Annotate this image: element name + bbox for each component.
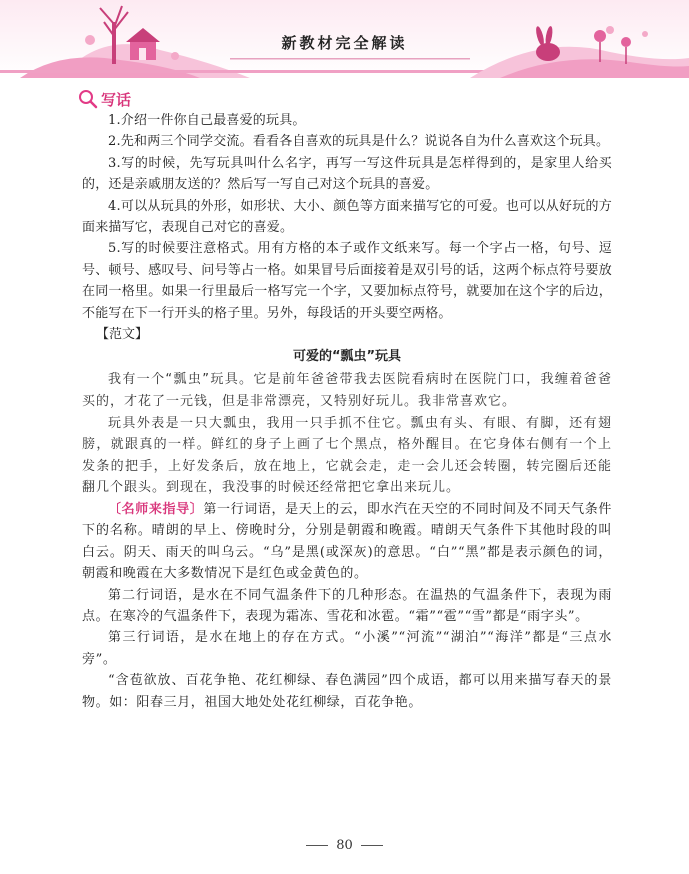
footer-dash-right [361, 845, 383, 846]
sample-label: 【范文】 [96, 327, 149, 343]
guide-paragraph-2: 第二行词语，是水在不同气温条件下的几种形态。在温热的气温条件下，表现为雨点。在寒冷的气温条件下，表现为霜冻、雪花和冰雹。“霜”“雹”“雪”都是“雨字头”。 [82, 587, 612, 625]
essay-paragraph-1: 我有一个“瓢虫”玩具。它是前年爸爸带我去医院看病时在医院门口，我缠着爸爸买的，才花了一元钱，但是非常漂亮，又特别好玩儿。我非常喜欢它。 [82, 372, 612, 410]
magnifier-icon [78, 89, 98, 109]
header-banner [0, 0, 689, 78]
writing-item-3: 3.写的时候，先写玩具叫什么名字，再写一写这件玩具是怎样得到的，是家里人给买的，还是亲戚朋友送的？然后写一写自己对这个玩具的喜爱。 [82, 155, 612, 193]
writing-item-1: 1.介绍一件你自己最喜爱的玩具。 [108, 113, 306, 128]
book-title: 新教材完全解读 [281, 34, 408, 52]
guide-paragraph-4: “含苞欲放、百花争艳、花红柳绿、春色满园”四个成语，都可以用来描写春天的景物。如：阳春三月，祖国大地处处花红柳绿，百花争艳。 [82, 673, 612, 710]
guide-paragraph-3: 第三行词语，是水在地上的存在方式。“小溪”“河流”“湖泊”“海洋”都是“三点水旁”。 [82, 630, 612, 667]
guide-first-text: 第一行词语，是天上的云，即水汽在天空的不同时间及不同天气条件下的名称。晴朗的早上、傍晚时分，分别是朝霞和晚霞。晴朗天气条件下其他时段的叫白云。阴天、雨天的叫乌云。“乌”是黑(或深灰)的意思。“白”“黑”都是表示颜色的词，朝霞和晚霞在大多数情况下是红色或金黄色的。 [82, 502, 612, 582]
essay-paragraph-2: 玩具外表是一只大瓢虫，我用一只手抓不住它。瓢虫有头、有眼、有脚，还有翅膀，就跟真的一样。鲜红的身子上画了七个黑点，格外醒目。在它身体右侧有一个上发条的把手，上好发条后，放在地上，它就会走，走一会儿还会转圈，转完圈后还能翻几个跟头。到现在，我没事的时候还经常把它拿出来玩儿。 [82, 415, 612, 496]
footer-dash-left [306, 845, 328, 846]
writing-item-4: 4.可以从玩具的外形，如形状、大小、颜色等方面来描写它的可爱。也可以从好玩的方面来描写它，表现自己对它的喜爱。 [82, 198, 612, 236]
writing-item-5: 5.写的时候要注意格式。用有方格的本子或作文纸来写。每一个字占一格，句号、逗号、顿号、感叹号、问号等占一格。如果冒号后面接着是双引号的话，这两个标点符号要放在同一格里。如果一行里最后一格写完一个字，又要加标点符号，就要加在这个字的后边，不能写在下一行开头的格子里。另外，每段话的开头要空两格。 [82, 241, 612, 321]
writing-item-2: 2.先和两三个同学交流。看看各自喜欢的玩具是什么？说说各自为什么喜欢这个玩具。 [108, 134, 610, 150]
essay-title: 可爱的“瓢虫”玩具 [292, 349, 402, 365]
page-footer [0, 838, 689, 853]
teacher-guide-label: 〔名师来指导〕 [108, 502, 204, 518]
writing-section-header [78, 88, 612, 110]
page-content [82, 88, 612, 713]
page-number: 80 [336, 838, 353, 853]
writing-section-title: 写话 [101, 90, 132, 109]
guide-paragraph-1 [82, 499, 612, 585]
